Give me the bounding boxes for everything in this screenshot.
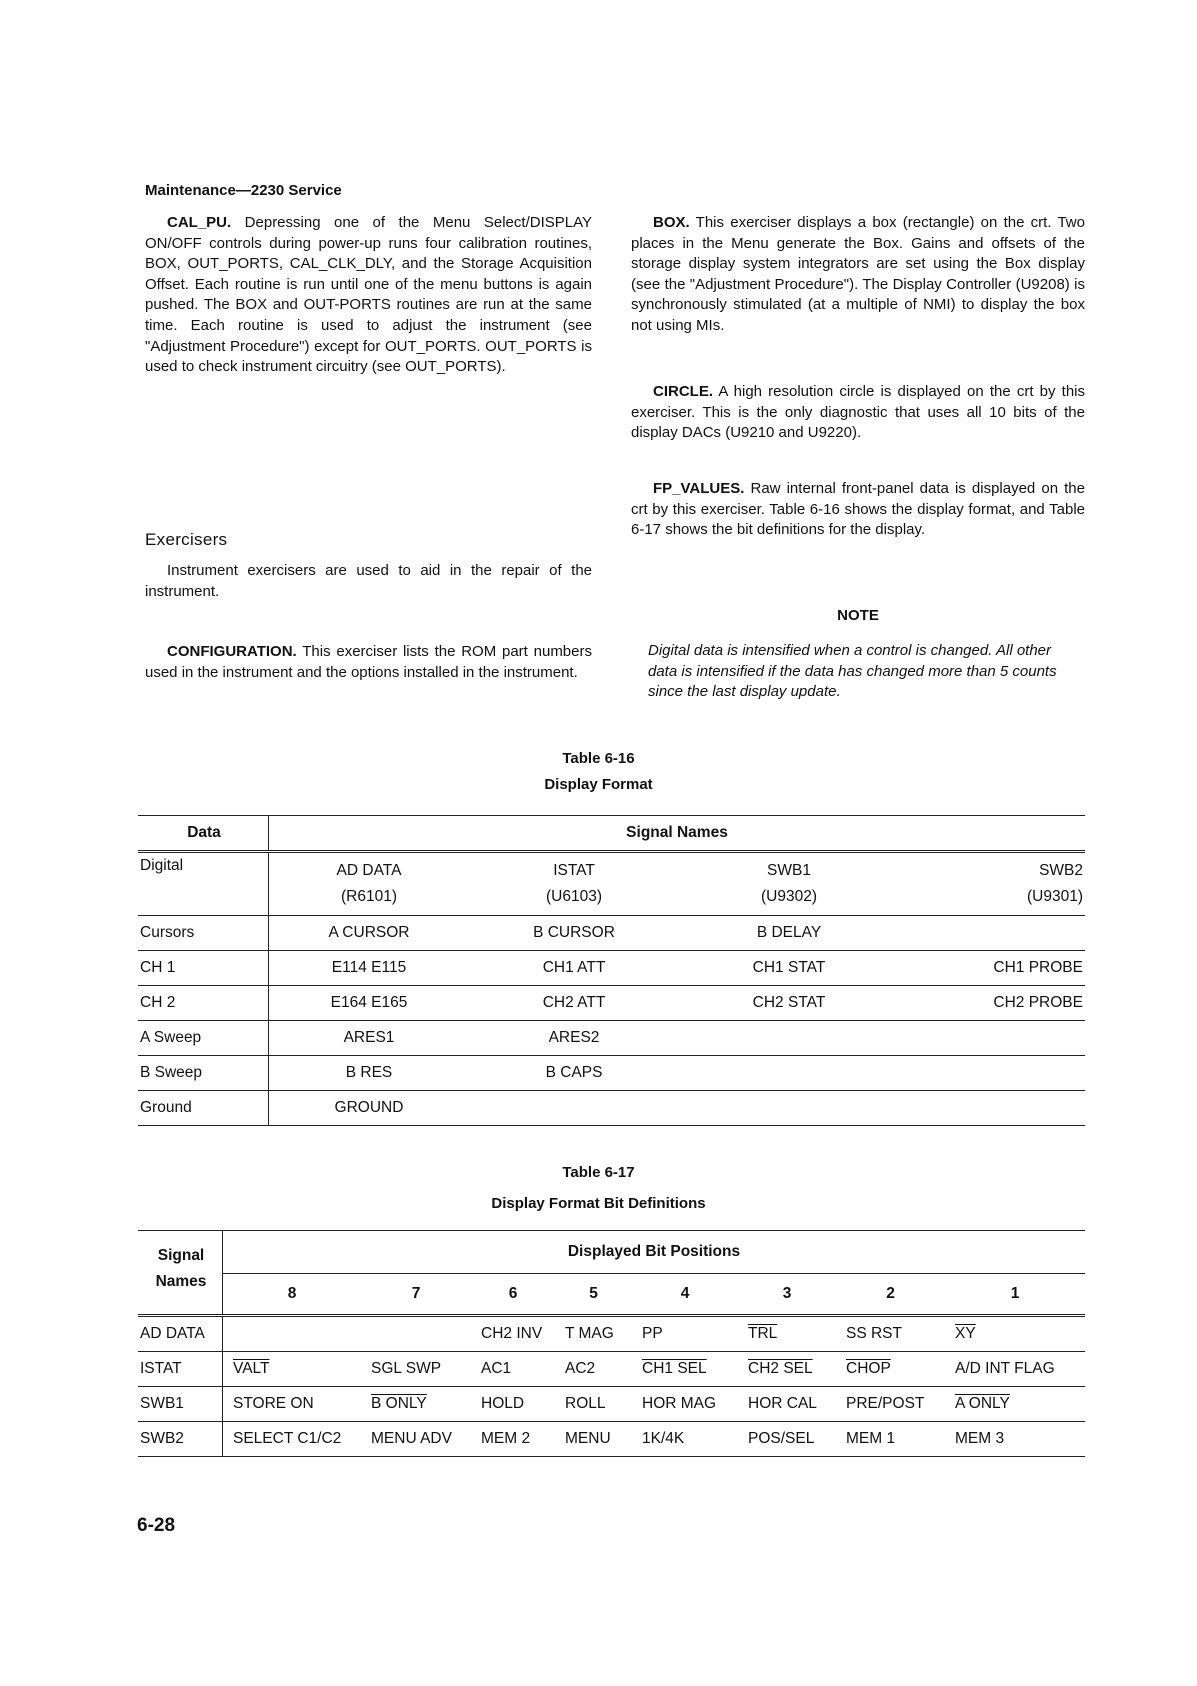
table-cell <box>899 916 1085 951</box>
table-cell: CH2 STAT <box>679 986 899 1021</box>
display-format-table <box>138 815 1085 1126</box>
row-label: ISTAT <box>138 1352 223 1387</box>
bit-number: 7 <box>361 1274 471 1316</box>
row-label: CH 2 <box>138 986 269 1021</box>
bit-number: 2 <box>836 1274 945 1316</box>
bit-number-row <box>138 1274 1085 1316</box>
table-cell: T MAG <box>555 1316 632 1352</box>
configuration-text: This exerciser lists the ROM part numbers used in the instrument and the options installed in the instrument. <box>145 643 592 681</box>
table-cell: MENU <box>555 1422 632 1457</box>
table-cell: SS RST <box>836 1316 945 1352</box>
circle-paragraph <box>631 382 1085 444</box>
table-cell: ISTAT (U6103) <box>469 852 679 916</box>
table-cell: VALT <box>223 1352 362 1387</box>
table-cell: ROLL <box>555 1387 632 1422</box>
row-label: Cursors <box>138 916 269 951</box>
note-title: NOTE <box>837 607 879 624</box>
table-row <box>138 1091 1085 1126</box>
table-row <box>138 951 1085 986</box>
bit-number: 1 <box>945 1274 1085 1316</box>
table-cell: A/D INT FLAG <box>945 1352 1085 1387</box>
table-cell: B CURSOR <box>469 916 679 951</box>
column-header-signal-names: Signal Names <box>138 1231 223 1316</box>
row-label: SWB2 <box>138 1422 223 1457</box>
table-row <box>138 1056 1085 1091</box>
table-cell: CH1 STAT <box>679 951 899 986</box>
table-cell <box>469 1091 679 1126</box>
row-label: Digital <box>138 852 269 916</box>
circle-text: A high resolution circle is displayed on the crt by this exerciser. This is the only diagnostic that uses all 10 bits of the display DACs (U9210 and U9220). <box>631 383 1085 442</box>
cal-pu-text: Depressing one of the Menu Select/DISPLAY ON/OFF controls during power-up runs four calibration routines, BOX, OUT_PORTS, CAL_CLK_DLY, and the Storage Acquisition Offset. Each routine is run until one of the menu buttons is again pushed. The BOX and OUT-PORTS routines are run at the same time. Each routine is used to adjust the instrument (see "Adjustment Procedure") except for OUT_PORTS. OUT_PORTS is used to check instrument circuitry (see OUT_PORTS). <box>145 214 592 376</box>
row-label: B Sweep <box>138 1056 269 1091</box>
table-cell <box>899 1056 1085 1091</box>
table-row <box>138 986 1085 1021</box>
table-cell: CH2 ATT <box>469 986 679 1021</box>
table-cell: $\overline{XY}$ <box>945 1316 1085 1352</box>
exercisers-text: Instrument exercisers are used to aid in the repair of the instrument. <box>145 562 592 600</box>
table-cell <box>899 1021 1085 1056</box>
table-cell <box>679 1021 899 1056</box>
table-cell: HOR MAG <box>632 1387 738 1422</box>
table-cell: CHOP <box>836 1352 945 1387</box>
table-cell: ARES2 <box>469 1021 679 1056</box>
table-cell: SWB1 (U9302) <box>679 852 899 916</box>
table16-caption-title: Display Format <box>544 776 653 793</box>
row-label: SWB1 <box>138 1387 223 1422</box>
table-cell <box>679 1056 899 1091</box>
table-cell: CH2 INV <box>471 1316 555 1352</box>
table-cell: E164 E165 <box>269 986 470 1021</box>
bit-number: 6 <box>471 1274 555 1316</box>
table-cell: MEM 3 <box>945 1422 1085 1457</box>
table17-caption-number: Table 6-17 <box>562 1164 635 1181</box>
table-cell: B DELAY <box>679 916 899 951</box>
bit-number: 3 <box>738 1274 836 1316</box>
page-number: 6-28 <box>137 1515 176 1536</box>
table-cell: CH2 PROBE <box>899 986 1085 1021</box>
table-cell: A ONLY <box>945 1387 1085 1422</box>
table-cell: E114 E115 <box>269 951 470 986</box>
configuration-paragraph <box>145 642 592 683</box>
fp-values-term: FP_VALUES. <box>653 480 745 497</box>
bit-number: 8 <box>223 1274 362 1316</box>
table-cell: B RES <box>269 1056 470 1091</box>
fp-values-text: Raw internal front-panel data is displayed on the crt by this exerciser. Table 6-16 shows the display format, and Table 6-17 shows the bit definitions for the display. <box>631 480 1085 539</box>
cal-pu-paragraph <box>145 213 592 378</box>
table-cell: SWB2 (U9301) <box>899 852 1085 916</box>
table-cell: $\overline{TRL}$ <box>738 1316 836 1352</box>
table17-caption-title: Display Format Bit Definitions <box>491 1195 706 1212</box>
row-label: AD DATA <box>138 1316 223 1352</box>
table-header-row <box>138 1231 1085 1274</box>
box-text: This exerciser displays a box (rectangle) on the crt. Two places in the Menu generate the Box. Gains and offsets of the storage display system integrators are set using the Box display (see the "Adjustment Procedure"). The Display Controller (U9208) is synchronously stimulated (at a multiple of NMI) to display the box not using MIs. <box>631 214 1085 334</box>
note-text: Digital data is intensified when a control is changed. All other data is intensified if the data has changed more than 5 counts since the last display update. <box>648 642 1057 701</box>
circle-term: CIRCLE. <box>653 383 713 400</box>
table-cell: PRE/POST <box>836 1387 945 1422</box>
table-cell: GROUND <box>269 1091 470 1126</box>
table16-caption-number: Table 6-16 <box>562 750 635 767</box>
table-cell: CH1 PROBE <box>899 951 1085 986</box>
table-cell: SGL SWP <box>361 1352 471 1387</box>
table-cell <box>899 1091 1085 1126</box>
table-cell: AD DATA (R6101) <box>269 852 470 916</box>
fp-values-paragraph <box>631 479 1085 541</box>
table-cell: MEM 1 <box>836 1422 945 1457</box>
column-header-signal-names: Signal Names <box>269 816 1086 852</box>
column-header-displayed-bit-positions: Displayed Bit Positions <box>223 1231 1086 1274</box>
exercisers-paragraph <box>145 561 592 602</box>
table-cell: 1K/4K <box>632 1422 738 1457</box>
table-cell: STORE ON <box>223 1387 362 1422</box>
running-header: Maintenance—2230 Service <box>145 182 342 199</box>
table-cell: ARES1 <box>269 1021 470 1056</box>
cal-pu-term: CAL_PU. <box>167 214 232 231</box>
table-cell: CH1 SEL <box>632 1352 738 1387</box>
table-cell <box>679 1091 899 1126</box>
table-row <box>138 1021 1085 1056</box>
table-row <box>138 1422 1085 1457</box>
table-row <box>138 1387 1085 1422</box>
box-term: BOX. <box>653 214 690 231</box>
bit-number: 5 <box>555 1274 632 1316</box>
box-paragraph <box>631 213 1085 337</box>
table-row <box>138 1316 1085 1352</box>
table-cell: CH1 ATT <box>469 951 679 986</box>
table-cell: HOLD <box>471 1387 555 1422</box>
table-cell: A CURSOR <box>269 916 470 951</box>
table-cell: B ONLY <box>361 1387 471 1422</box>
table-row <box>138 852 1085 916</box>
row-label: CH 1 <box>138 951 269 986</box>
table-cell: SELECT C1/C2 <box>223 1422 362 1457</box>
bit-definitions-table <box>138 1230 1085 1457</box>
bit-number: 4 <box>632 1274 738 1316</box>
configuration-term: CONFIGURATION. <box>167 643 297 660</box>
table-cell: AC2 <box>555 1352 632 1387</box>
row-label: Ground <box>138 1091 269 1126</box>
table-cell <box>223 1316 362 1352</box>
table-cell: CH2 SEL <box>738 1352 836 1387</box>
table-row <box>138 916 1085 951</box>
table-cell: HOR CAL <box>738 1387 836 1422</box>
column-header-data: Data <box>138 816 269 852</box>
table-cell: MENU ADV <box>361 1422 471 1457</box>
table-cell: B CAPS <box>469 1056 679 1091</box>
table-cell: MEM 2 <box>471 1422 555 1457</box>
table-cell: PP <box>632 1316 738 1352</box>
table-header-row <box>138 816 1085 852</box>
table-row <box>138 1352 1085 1387</box>
row-label: A Sweep <box>138 1021 269 1056</box>
exercisers-heading: Exercisers <box>145 530 228 549</box>
table-cell <box>361 1316 471 1352</box>
table-cell: POS/SEL <box>738 1422 836 1457</box>
table-cell: AC1 <box>471 1352 555 1387</box>
